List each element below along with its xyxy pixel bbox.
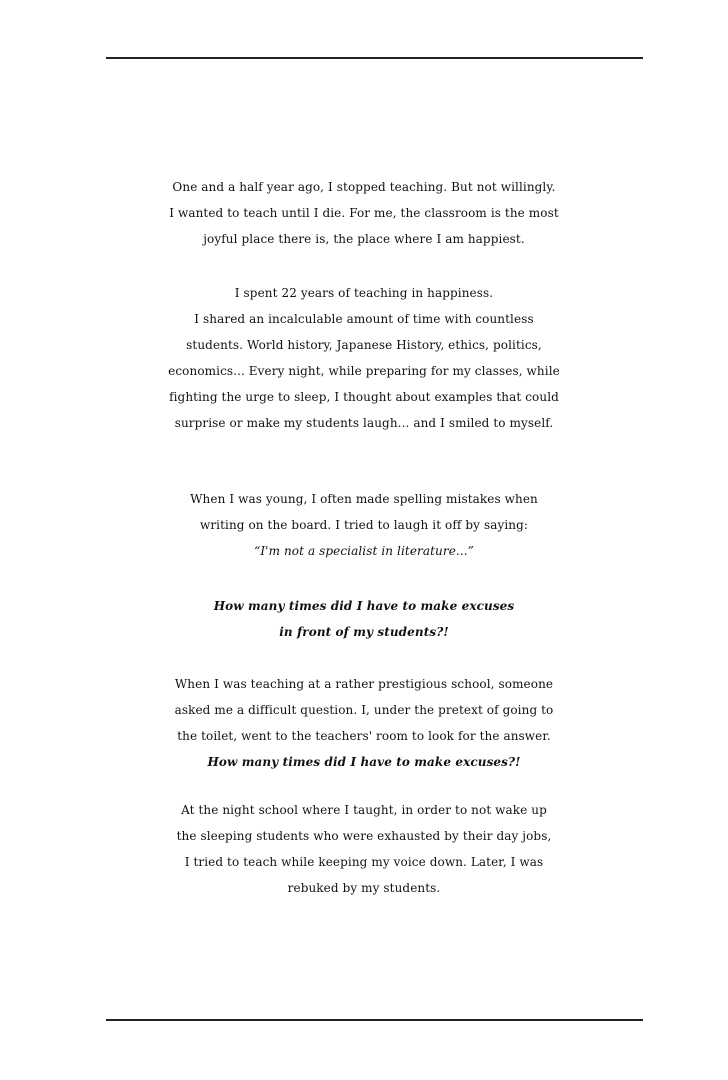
- text-line: I wanted to teach until I die. For me, the classroom is the most: [169, 206, 559, 220]
- bottom-divider-line: [106, 1019, 643, 1021]
- emphasis-line: How many times did I have to make excuses: [213, 599, 515, 613]
- text-line: writing on the board. I tried to laugh it off by saying:: [199, 518, 529, 532]
- text-line: joyful place there is, the place where I am happiest.: [203, 232, 525, 246]
- text-line: When I was teaching at a rather prestigious school, someone: [174, 677, 554, 691]
- text-line: economics... Every night, while preparing for my classes, while: [168, 364, 560, 378]
- paragraph-spelling-mistakes: [0, 486, 728, 564]
- top-divider-line: [106, 57, 643, 59]
- paragraph-night-school: [0, 797, 728, 901]
- text-line: One and a half year ago, I stopped teaching. But not willingly.: [172, 180, 556, 194]
- text-line: asked me a difficult question. I, under the pretext of going to: [174, 703, 554, 717]
- quote-line: “I'm not a specialist in literature...”: [254, 544, 474, 558]
- text-line: When I was young, I often made spelling mistakes when: [190, 492, 538, 506]
- emphasis-line: How many times did I have to make excuses?!: [207, 755, 521, 769]
- text-line: I spent 22 years of teaching in happiness.: [234, 286, 494, 300]
- text-line: students. World history, Japanese History, ethics, politics,: [186, 338, 542, 352]
- text-line: the toilet, went to the teachers' room to look for the answer.: [177, 729, 551, 743]
- text-line: rebuked by my students.: [287, 881, 441, 895]
- paragraph-prestigious-school: [0, 671, 728, 775]
- paragraph-22-years: [0, 280, 728, 436]
- text-line: At the night school where I taught, in order to not wake up: [181, 803, 547, 817]
- emphasis-line: in front of my students?!: [279, 625, 449, 639]
- text-line: fighting the urge to sleep, I thought about examples that could: [169, 390, 559, 404]
- paragraph-stopped-teaching: [0, 174, 728, 252]
- text-line: I shared an incalculable amount of time with countless: [194, 312, 534, 326]
- text-line: I tried to teach while keeping my voice down. Later, I was: [184, 855, 544, 869]
- text-line: surprise or make my students laugh... and I smiled to myself.: [174, 416, 554, 430]
- text-line: the sleeping students who were exhausted by their day jobs,: [176, 829, 552, 843]
- paragraph-excuses-emphasis: [0, 593, 728, 645]
